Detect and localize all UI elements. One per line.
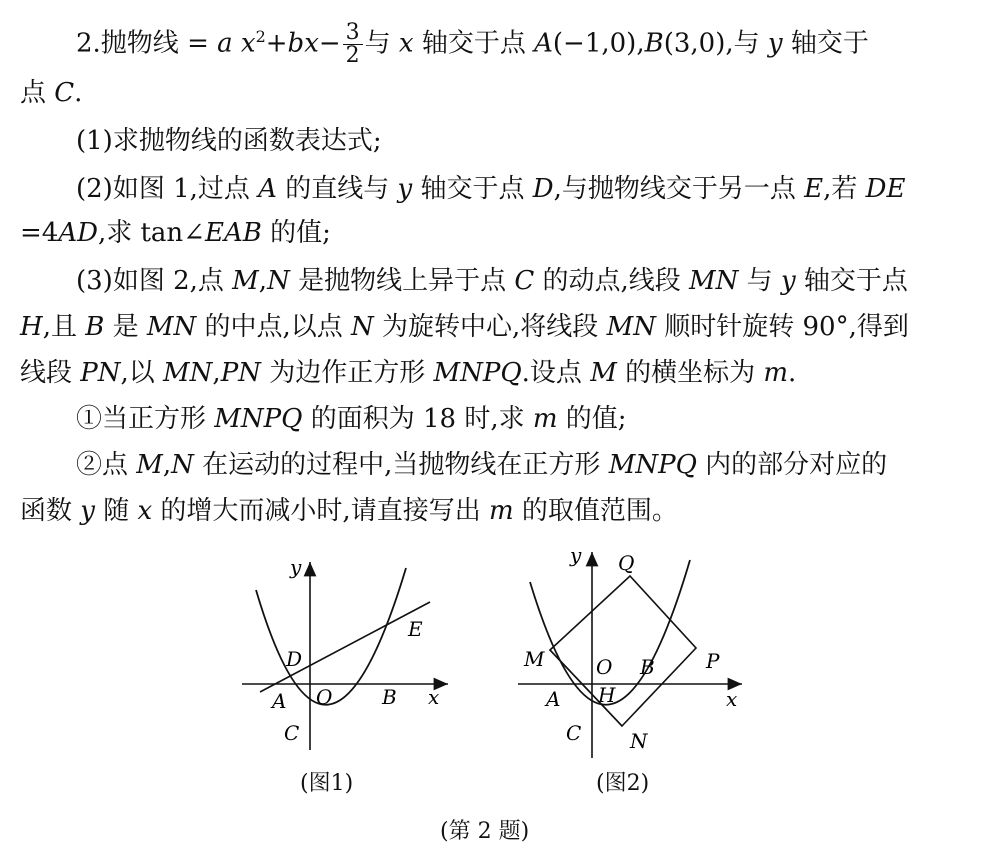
text: 的面积为 18 时,求 xyxy=(302,404,533,434)
sub-question-1 xyxy=(76,402,627,436)
text: 轴交于点 xyxy=(413,28,535,59)
text: 与 xyxy=(738,266,781,296)
label-D: D xyxy=(286,647,303,671)
text: 的取值范围。 xyxy=(513,496,678,526)
text: 的横坐标为 xyxy=(616,358,764,388)
label-H: H xyxy=(598,683,616,707)
text: 轴交于点 xyxy=(412,174,533,204)
text: ,且 xyxy=(42,312,86,342)
var-H: H xyxy=(20,312,43,342)
text: ①当正方形 xyxy=(76,404,215,434)
text: (3)如图 2,点 xyxy=(76,266,233,296)
problem-caption: (第 2 题) xyxy=(440,819,530,844)
square-MNPQ xyxy=(550,576,696,726)
part-3-line-2 xyxy=(20,310,909,344)
figure-1 xyxy=(230,550,460,760)
var-A: A xyxy=(258,174,277,204)
label-B: B xyxy=(640,655,655,679)
frac-num: 3 xyxy=(343,22,363,45)
fraction xyxy=(343,22,363,67)
text: 轴交于 xyxy=(782,28,869,59)
var-y: y xyxy=(780,266,796,296)
var-a: a x xyxy=(217,28,256,59)
part-3-line-3: 线段 PN,以 MN,PN 为边作正方形 MNPQ.设点 M 的横坐标为 m. xyxy=(20,358,797,388)
label-N: N xyxy=(630,729,648,753)
label-C: C xyxy=(284,721,300,745)
label-Q: Q xyxy=(618,551,635,575)
var-A: A xyxy=(534,28,553,59)
text: (−1,0), xyxy=(552,28,645,59)
var-N: N xyxy=(267,266,290,296)
var-EAB: EAB xyxy=(204,218,262,248)
label-y: y xyxy=(570,543,582,567)
text: 是抛物线上异于点 xyxy=(289,266,515,296)
var-C: C xyxy=(514,266,535,296)
label-x: x xyxy=(428,685,440,709)
var-m: m xyxy=(488,496,514,526)
var-MN: MN xyxy=(146,312,197,342)
figure-2-caption: (图2) xyxy=(596,771,650,796)
var-M: M xyxy=(136,450,163,480)
var-D: D xyxy=(532,174,554,204)
text: (3,0),与 xyxy=(663,28,768,59)
label-x: x xyxy=(726,687,738,711)
text: 是 xyxy=(104,312,147,342)
figure-2 xyxy=(510,540,750,760)
label-P: P xyxy=(706,649,720,673)
var-M: M xyxy=(590,358,617,388)
label-A: A xyxy=(546,687,561,711)
text: 的增大而减小时,请直接写出 xyxy=(152,496,489,526)
var-M: M xyxy=(232,266,259,296)
frac-den: 2 xyxy=(345,43,360,69)
label-y: y xyxy=(290,555,302,579)
var-bx: bx xyxy=(287,28,319,59)
text: 线段 xyxy=(20,358,81,388)
var-MNPQ: MNPQ xyxy=(433,358,522,388)
text: 在运动的过程中,当抛物线在正方形 xyxy=(193,450,609,480)
var-MN: MN xyxy=(163,358,213,388)
sub-question-2-line-1: ②点 M,N 在运动的过程中,当抛物线在正方形 MNPQ 内的部分对应的 xyxy=(76,450,888,480)
problem-line-2 xyxy=(20,76,82,110)
text: (1)求抛物线的函数表达式; xyxy=(76,126,382,156)
text: .设点 xyxy=(521,358,591,388)
text: 轴交于点 xyxy=(795,266,908,296)
text: 与 xyxy=(364,28,399,59)
var-PN: PN xyxy=(220,358,261,388)
text: 的直线与 xyxy=(276,174,398,204)
var-MNPQ: MNPQ xyxy=(214,404,303,434)
var-N: N xyxy=(351,312,374,342)
label-O: O xyxy=(316,685,333,709)
var-m: m xyxy=(532,404,558,434)
text: 为边作正方形 xyxy=(260,358,434,388)
figure-1-caption: (图1) xyxy=(300,771,354,796)
var-B: B xyxy=(85,312,105,342)
var-AD: AD xyxy=(58,218,98,248)
text: 随 xyxy=(94,496,138,526)
var-E: E xyxy=(804,174,824,204)
part-3-line-1: (3)如图 2,点 M,N 是抛物线上异于点 C 的动点,线段 MN 与 y 轴交于点 xyxy=(76,266,908,296)
text: 函数 xyxy=(20,496,81,526)
var-y: y xyxy=(767,28,783,59)
exp: 2 xyxy=(255,27,266,46)
text: . xyxy=(74,78,83,108)
text: ,求 tan∠ xyxy=(97,218,205,248)
sub-question-2-line-2 xyxy=(20,494,678,528)
text: ②点 xyxy=(76,450,137,480)
label-C: C xyxy=(566,721,582,745)
part-1 xyxy=(76,124,382,158)
text: 顺时针旋转 90°,得到 xyxy=(655,312,909,342)
text: 2.抛物线 = xyxy=(76,28,218,59)
text: ,若 xyxy=(823,174,866,204)
label-E: E xyxy=(408,617,423,641)
var-C: C xyxy=(54,78,75,108)
text: 为旋转中心,将线段 xyxy=(373,312,607,342)
part-2-line-1 xyxy=(76,172,905,206)
var-MNPQ: MNPQ xyxy=(608,450,697,480)
label-M: M xyxy=(524,647,545,671)
var-PN: PN xyxy=(80,358,121,388)
text: 的中点,以点 xyxy=(196,312,352,342)
text: 的值; xyxy=(261,218,331,248)
var-N: N xyxy=(171,450,194,480)
text: =4 xyxy=(20,218,59,248)
var-x: x xyxy=(398,28,414,59)
label-O: O xyxy=(596,655,613,679)
label-B: B xyxy=(382,685,397,709)
text: ,与抛物线交于另一点 xyxy=(553,174,805,204)
var-x: x xyxy=(137,496,153,526)
text: 内的部分对应的 xyxy=(696,450,888,480)
var-y: y xyxy=(80,496,95,526)
var-MN: MN xyxy=(689,266,739,296)
text: 点 xyxy=(20,78,55,108)
var-MN: MN xyxy=(606,312,656,342)
problem-line-1: 2.抛物线 = a $x^2+bx-$ $\frac{3}{2}$ 与 x 轴交于点 A(−1,0),B(3,0),与 y 轴交于 xyxy=(76,20,869,69)
label-A: A xyxy=(272,689,287,713)
var-DE: DE xyxy=(865,174,906,204)
text: 的动点,线段 xyxy=(534,266,690,296)
var-y: y xyxy=(397,174,413,204)
text: ,以 xyxy=(120,358,164,388)
part-2-line-2 xyxy=(20,216,331,250)
var-m: m xyxy=(763,358,788,388)
text: (2)如图 1,过点 xyxy=(76,174,259,204)
text: 的值; xyxy=(557,404,627,434)
var-B: B xyxy=(644,28,664,59)
